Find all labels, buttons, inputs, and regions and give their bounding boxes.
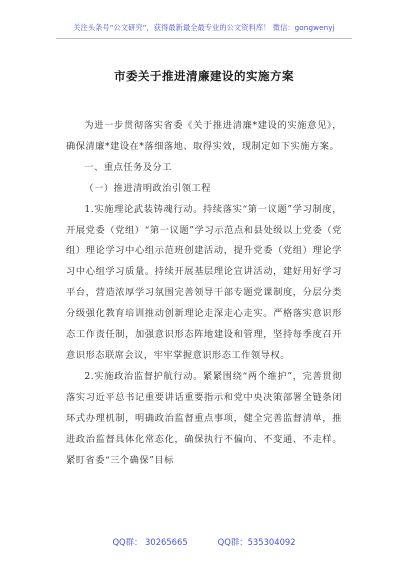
document-title: 市委关于推进清廉建设的实施方案 bbox=[114, 69, 294, 83]
body-paragraph: 2.实施政治监督护航行动。紧紧围绕“两个维护”，完善贯彻落实习近平总书记重要讲话重要指示和党中央决策部署全链条闭环式办理机制，明确政治监督重点事项，健全完善监督清单，推进政治监督具体化常态化，确保执行不偏向、不变通、不走样。紧盯省委“三个确保”目标 bbox=[66, 370, 342, 466]
footer-contact bbox=[0, 536, 408, 548]
body-paragraph: 1.实施理论武装铸魂行动。持续落实“第一议题”学习制度，开展党委（党组）“第一议题”学习示范点和县处级以上党委（党组）理论学习中心组示范班创建活动，提升党委（党组）理论学习中心组学习质量。持续开展基层理论宣讲活动，建好用好学习平台，营造浓厚学习氛围完善领导干部专题党课制度，分层分类分级强化教育培训推动创新理论走深走心走实。严格落实意识形态工作责任制，加强意识形态阵地建设和管理，坚持每季度召开意识形态联席会议，牢牢掌握意识形态工作领导权。 bbox=[66, 203, 342, 361]
intro-paragraph: 为进一步贯彻落实省委《关于推进清廉*建设的实施意见》，确保清廉*建设在*落细落地、取得实效，现制定如下实施方案。 bbox=[66, 120, 342, 152]
subsection-heading: （一）推进清明政治引领工程 bbox=[84, 182, 211, 194]
footer-qq-group-1: QQ群： 30265665 bbox=[112, 537, 188, 547]
footer-qq-group-2: QQ群：535304092 bbox=[217, 537, 296, 547]
header-divider bbox=[56, 38, 352, 39]
header-notice: 关注头条号“公文研究”，获得最新最全最专业的公文资料库！ 微信：gongwenyj bbox=[73, 23, 335, 32]
document-body bbox=[66, 116, 342, 471]
section-heading: 一、重点任务及分工 bbox=[84, 161, 173, 173]
